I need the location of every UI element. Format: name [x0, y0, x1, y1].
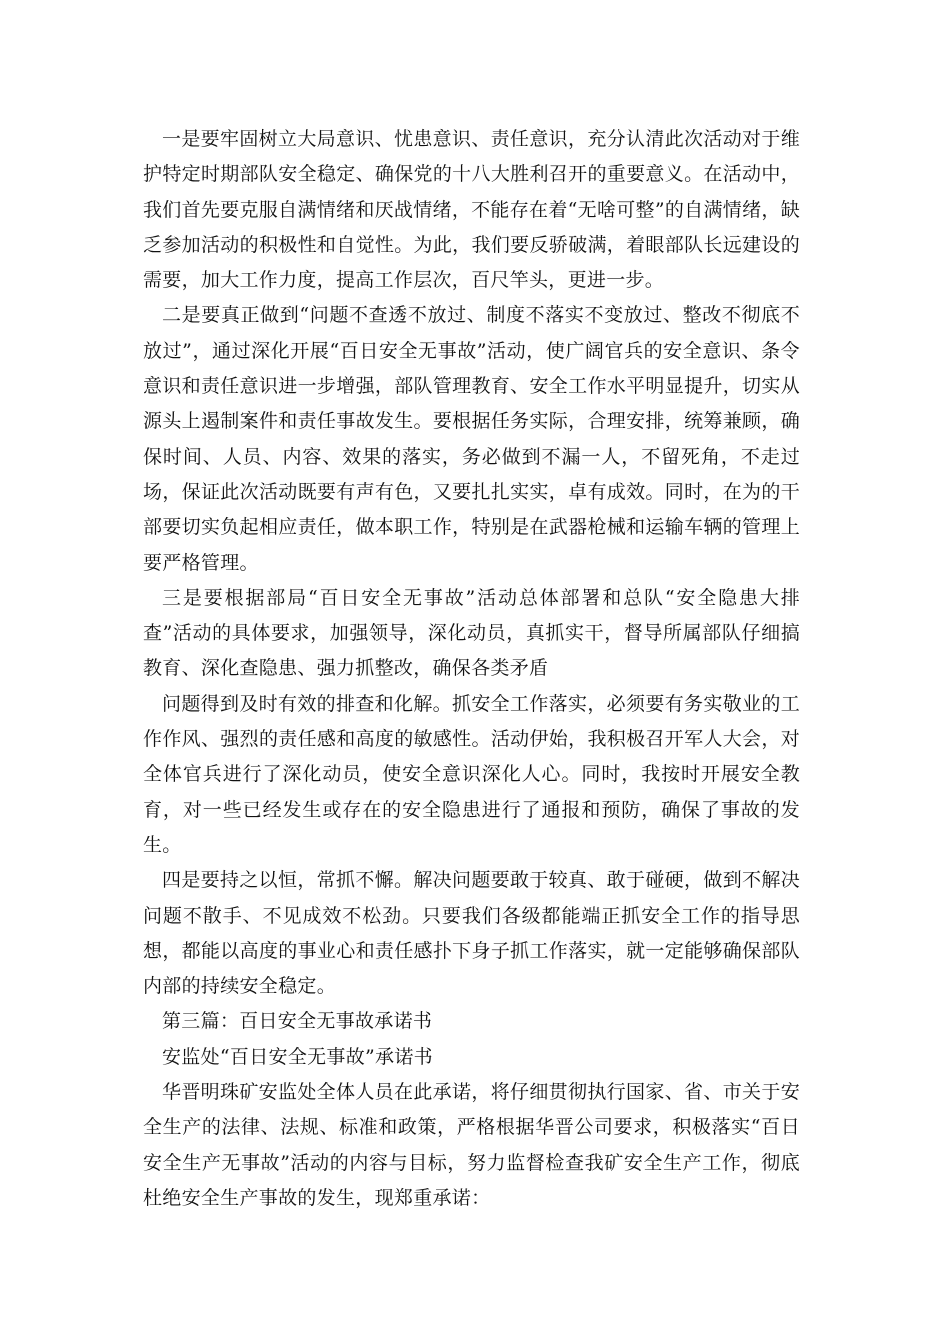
paragraph-1: 一是要牢固树立大局意识、忧患意识、责任意识，充分认清此次活动对于维护特定时期部队安全稳定、确保党的十八大胜利召开的重要意义。在活动中，我们首先要克服自满情绪和厌战情绪，不能存在着“无啥可整”的自满情绪，缺乏参加活动的积极性和自觉性。为此，我们要反骄破满，着眼部队长远建设的需要，加大工作力度，提高工作层次，百尺竿头，更进一步。 — [143, 128, 800, 292]
paragraph-2: 二是要真正做到“问题不查透不放过、制度不落实不变放过、整改不彻底不放过”，通过深化开展“百日安全无事故”活动，使广阔官兵的安全意识、条令意识和责任意识进一步增强，部队管理教育、安全工作水平明显提升，切实从源头上遏制案件和责任事故发生。要根据任务实际，合理安排，统筹兼顾，确保时间、人员、内容、效果的落实，务必做到不漏一人，不留死角，不走过场，保证此次活动既要有声有色，又要扎扎实实，卓有成效。同时，在为的干部要切实负起相应责任，做本职工作，特别是在武器枪械和运输车辆的管理上要严格管理。 — [143, 304, 800, 574]
document-title: 安监处“百日安全无事故”承诺书 — [162, 1045, 433, 1068]
closing-paragraph: 华晋明珠矿安监处全体人员在此承诺，将仔细贯彻执行国家、省、市关于安全生产的法律、法规、标准和政策，严格根据华晋公司要求，积极落实“百日安全生产无事故”活动的内容与目标，努力监督检查我矿安全生产工作，彻底杜绝安全生产事故的发生，现郑重承诺： — [143, 1081, 800, 1209]
paragraph-5: 四是要持之以恒，常抓不懈。解决问题要敢于较真、敢于碰硬，做到不解决问题不散手、不见成效不松劲。只要我们各级都能端正抓安全工作的指导思想，都能以高度的事业心和责任感扑下身子抓工作落实，就一定能够确保部队内部的持续安全稳定。 — [143, 869, 800, 998]
paragraph-3: 三是要根据部局“百日安全无事故”活动总体部署和总队“安全隐患大排查”活动的具体要求，加强领导，深化动员，真抓实干，督导所属部队仔细搞教育、深化查隐患、强力抓整改，确保各类矛盾 — [143, 586, 800, 680]
section-title: 第三篇：百日安全无事故承诺书 — [162, 1010, 433, 1033]
paragraph-4: 问题得到及时有效的排查和化解。抓安全工作落实，必须要有务实敬业的工作作风、强烈的责任感和高度的敏感性。活动伊始，我积极召开军人大会，对全体官兵进行了深化动员，使安全意识深化人心。同时，我按时开展安全教育，对一些已经发生或存在的安全隐患进行了通报和预防，确保了事故的发生。 — [143, 692, 800, 856]
